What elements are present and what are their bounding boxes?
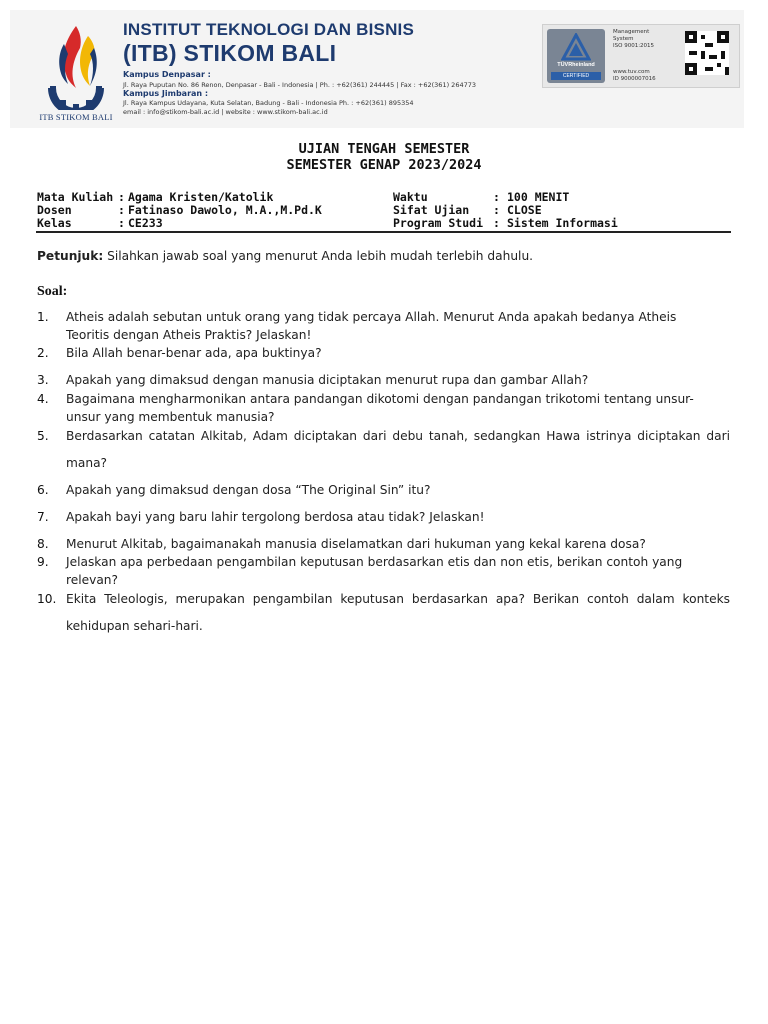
question-text: kehidupan sehari-hari. <box>66 619 203 633</box>
institution-short-name: (ITB) STIKOM BALI <box>123 40 337 66</box>
iso-certification-badge <box>542 24 740 88</box>
dosen-label: Dosen <box>37 203 72 217</box>
question-text: mana? <box>66 456 108 470</box>
question-number: 2. <box>37 346 49 360</box>
itb-stikom-logo <box>30 18 122 122</box>
kelas-label: Kelas <box>37 216 72 230</box>
question-number: 9. <box>37 555 49 569</box>
question-text: Teoritis dengan Atheis Praktis? Jelaskan! <box>66 328 312 342</box>
waktu-label: Waktu <box>393 190 428 204</box>
program-studi-value: Sistem Informasi <box>507 216 618 230</box>
mata-kuliah-value: Agama Kristen/Katolik <box>128 190 274 204</box>
kelas-value: CE233 <box>128 216 163 230</box>
question-text: Jelaskan apa perbedaan pengambilan keputusan berdasarkan etis dan non etis, berikan contoh yang <box>66 555 683 569</box>
exam-semester: SEMESTER GENAP 2023/2024 <box>286 157 482 173</box>
question-number: 3. <box>37 373 49 387</box>
instructions-text: Silahkan jawab soal yang menurut Anda lebih mudah terlebih dahulu. <box>107 249 534 263</box>
tuv-triangle-icon <box>561 33 591 61</box>
question-number: 4. <box>37 392 49 406</box>
meta-sep: : <box>118 203 125 217</box>
question-text: unsur yang membentuk manusia? <box>66 410 275 424</box>
tuv-name: TÜVRheinland <box>557 62 595 68</box>
questions-heading: Soal: <box>37 284 68 299</box>
question-text: Apakah yang dimaksud dengan dosa “The Original Sin” itu? <box>66 483 431 497</box>
meta-sep: : <box>493 203 500 217</box>
letterhead <box>10 10 744 128</box>
question-text: Apakah bayi yang baru lahir tergolong berdosa atau tidak? Jelaskan! <box>66 510 485 524</box>
cert-id: ID 9000007016 <box>613 76 656 82</box>
qr-code-icon <box>685 31 729 75</box>
question-number: 8. <box>37 537 49 551</box>
contact-info: email : info@stikom-bali.ac.id | website : www.stikom-bali.ac.id <box>123 108 328 116</box>
campus-jimbaran-title: Kampus Jimbaran : <box>123 89 209 98</box>
question-number: 1. <box>37 310 49 324</box>
dosen-value: Fatinaso Dawolo, M.A.,M.Pd.K <box>128 203 322 217</box>
sifat-ujian-label: Sifat Ujian <box>393 203 470 217</box>
cert-site: www.tuv.com <box>613 69 650 75</box>
campus-denpasar-address: Jl. Raya Puputan No. 86 Renon, Denpasar - Bali - Indonesia | Ph. : +62(361) 244445 | Fax : +62(361) 264773 <box>123 81 476 89</box>
cert-system-line1: Management <box>613 29 650 35</box>
mata-kuliah-label: Mata Kuliah <box>37 190 114 204</box>
question-text: Atheis adalah sebutan untuk orang yang tidak percaya Allah. Menurut Anda apakah bedanya Atheis <box>66 310 677 324</box>
logo-caption: ITB STIKOM BALI <box>39 112 113 122</box>
program-studi-label: Program Studi <box>393 216 484 230</box>
tuv-logo <box>547 29 605 83</box>
instructions <box>37 249 533 263</box>
question-number: 6. <box>37 483 49 497</box>
campus-jimbaran-address: Jl. Raya Kampus Udayana, Kuta Selatan, Badung - Bali - Indonesia Ph. : +62(361) 895354 <box>123 99 414 107</box>
question-text: relevan? <box>66 573 118 587</box>
cert-system-line2: System <box>613 36 634 42</box>
meta-sep: : <box>118 216 125 230</box>
institution-name: INSTITUT TEKNOLOGI DAN BISNIS <box>123 20 415 39</box>
cert-iso: ISO 9001:2015 <box>613 43 655 49</box>
question-number: 7. <box>37 510 49 524</box>
question-text: Berdasarkan catatan Alkitab, Adam diciptakan dari debu tanah, sedangkan Hawa istrinya diciptakan dari <box>66 429 730 443</box>
question-text: Bagaimana mengharmonikan antara pandangan dikotomi dengan pandangan trikotomi tentang unsur- <box>66 392 694 406</box>
flame-gear-icon <box>30 18 122 110</box>
sifat-ujian-value: CLOSE <box>507 203 542 217</box>
tuv-certified-label: CERTIFIED <box>551 72 601 80</box>
campus-denpasar-title: Kampus Denpasar : <box>123 70 211 79</box>
meta-sep: : <box>493 190 500 204</box>
divider <box>36 231 731 233</box>
question-number: 5. <box>37 429 49 443</box>
question-number: 10. <box>37 592 57 606</box>
question-text: Menurut Alkitab, bagaimanakah manusia diselamatkan dari hukuman yang kekal karena dosa? <box>66 537 646 551</box>
meta-sep: : <box>493 216 500 230</box>
waktu-value: 100 MENIT <box>507 190 570 204</box>
exam-title: UJIAN TENGAH SEMESTER <box>298 141 470 157</box>
question-text: Bila Allah benar-benar ada, apa buktinya? <box>66 346 322 360</box>
meta-sep: : <box>118 190 125 204</box>
question-text: Apakah yang dimaksud dengan manusia diciptakan menurut rupa dan gambar Allah? <box>66 373 589 387</box>
instructions-label: Petunjuk: <box>37 249 104 263</box>
question-text: Ekita Teleologis, merupakan pengambilan keputusan berdasarkan apa? Berikan contoh dalam konteks <box>66 592 730 606</box>
